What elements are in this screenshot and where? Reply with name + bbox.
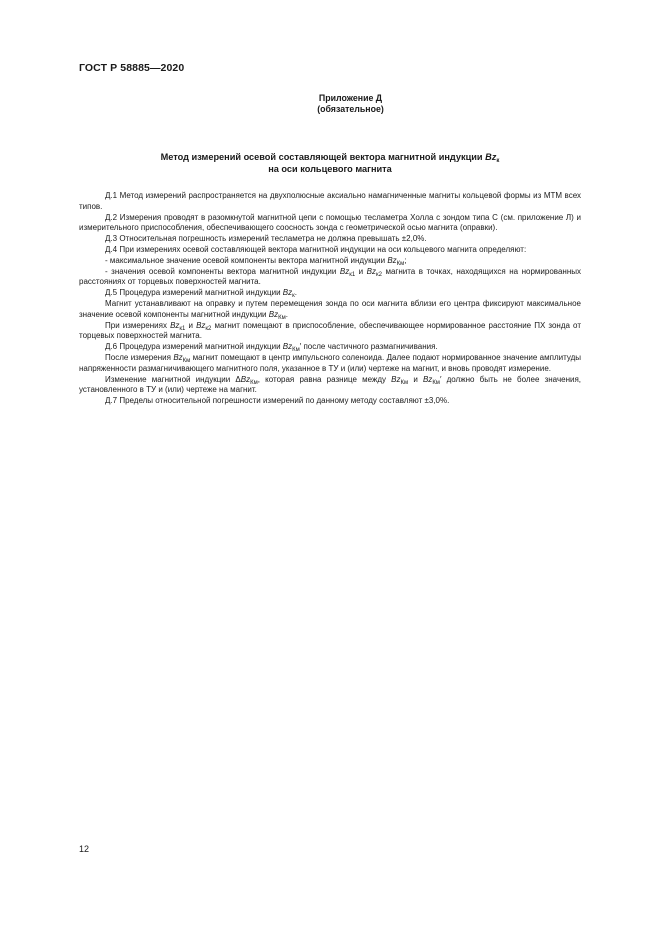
section-title [79,151,581,175]
paragraph-d4: Д.4 При измерениях осевой составляющей вектора магнитной индукции на оси кольцевого магнита определяют: [105,244,527,254]
paragraph-d5-procedure: Магнит устанавливают на оправку и путем перемещения зонда по оси магнита вблизи его центра фиксируют максимальное значение осевой компоненты магнитной индукции $Bz_{Км}$. [79,298,581,321]
section-title-text: Метод измерений осевой составляющей вектора магнитной индукции [160,152,486,162]
paragraph-d6-change: Изменение магнитной индукции ΔBz$_{Км}$, которая равна разнице между $Bz_{Км}$ и $Bz_{Км}'$ должно быть не более значения, установленного в ТУ и (или) чертеже на магнит. [79,374,582,395]
section-title-line2: на оси кольцевого магнита [268,164,392,174]
document-standard-header: ГОСТ Р 58885—2020 [79,62,185,74]
appendix-status: (обязательное) [317,104,384,114]
paragraph-d6-procedure: После измерения $Bz_{Км}$ магнит помещают в центр импульсного соленоида. Далее подают нормированное значение амплитуды напряженности размагничивающего магнитного поля, указанное в ТУ и (или) чертеже на магнит, и вновь проводят измерение. [79,352,581,373]
paragraph-d3: Д.3 Относительная погрешность измерений тесламетра не должна превышать ±2,0%. [105,234,427,244]
appendix-title: Приложение Д [318,93,383,103]
page-number: 12 [79,844,90,854]
appendix-heading [0,93,661,115]
section-title-subscript: к [496,158,500,164]
document-body [79,191,581,407]
paragraph-d7: Д.7 Пределы относительной погрешности измерений по данному методу составляют ±3,0%. [105,396,450,406]
list-item-max-value: - максимальное значение осевой компоненты вектора магнитной индукции $Bz_{Км}$; [105,255,407,267]
section-title-line1 [79,151,581,163]
paragraph-d2: Д.2 Измерения проводят в разомкнутой магнитной цепи с помощью тесламетра Холла с зондом типа С (см. приложение Л) и измерительного приспособления, обеспечивающего соосность зонда с геометрической осью магнита (оправки). [79,212,581,233]
section-title-variable: Bz [485,152,497,162]
paragraph-d5: Д.5 Процедура измерений магнитной индукции $Bz_к$. [105,288,297,300]
paragraph-d5-points: При измерениях $Bz_{к1}$ и $Bz_{к2}$ магнит помещают в приспособление, обеспечивающее нормированное расстояние ПХ зонда от торцевых поверхностей магнита. [79,320,581,341]
paragraph-d6: Д.6 Процедура измерений магнитной индукции $Bz_{Км}'$ после частичного размагничивания. [105,342,438,354]
paragraph-d1: Д.1 Метод измерений распространяется на двухполюсные аксиально намагниченные магниты кольцевой формы из МТМ всех типов. [79,191,581,211]
list-item-point-values: - значения осевой компоненты вектора магнитной индукции $Bz_{к1}$ и $Bz_{к2}$ магнита в точках, находящихся на нормированных расстояниях от торцевых поверхностей магнита. [79,266,581,287]
